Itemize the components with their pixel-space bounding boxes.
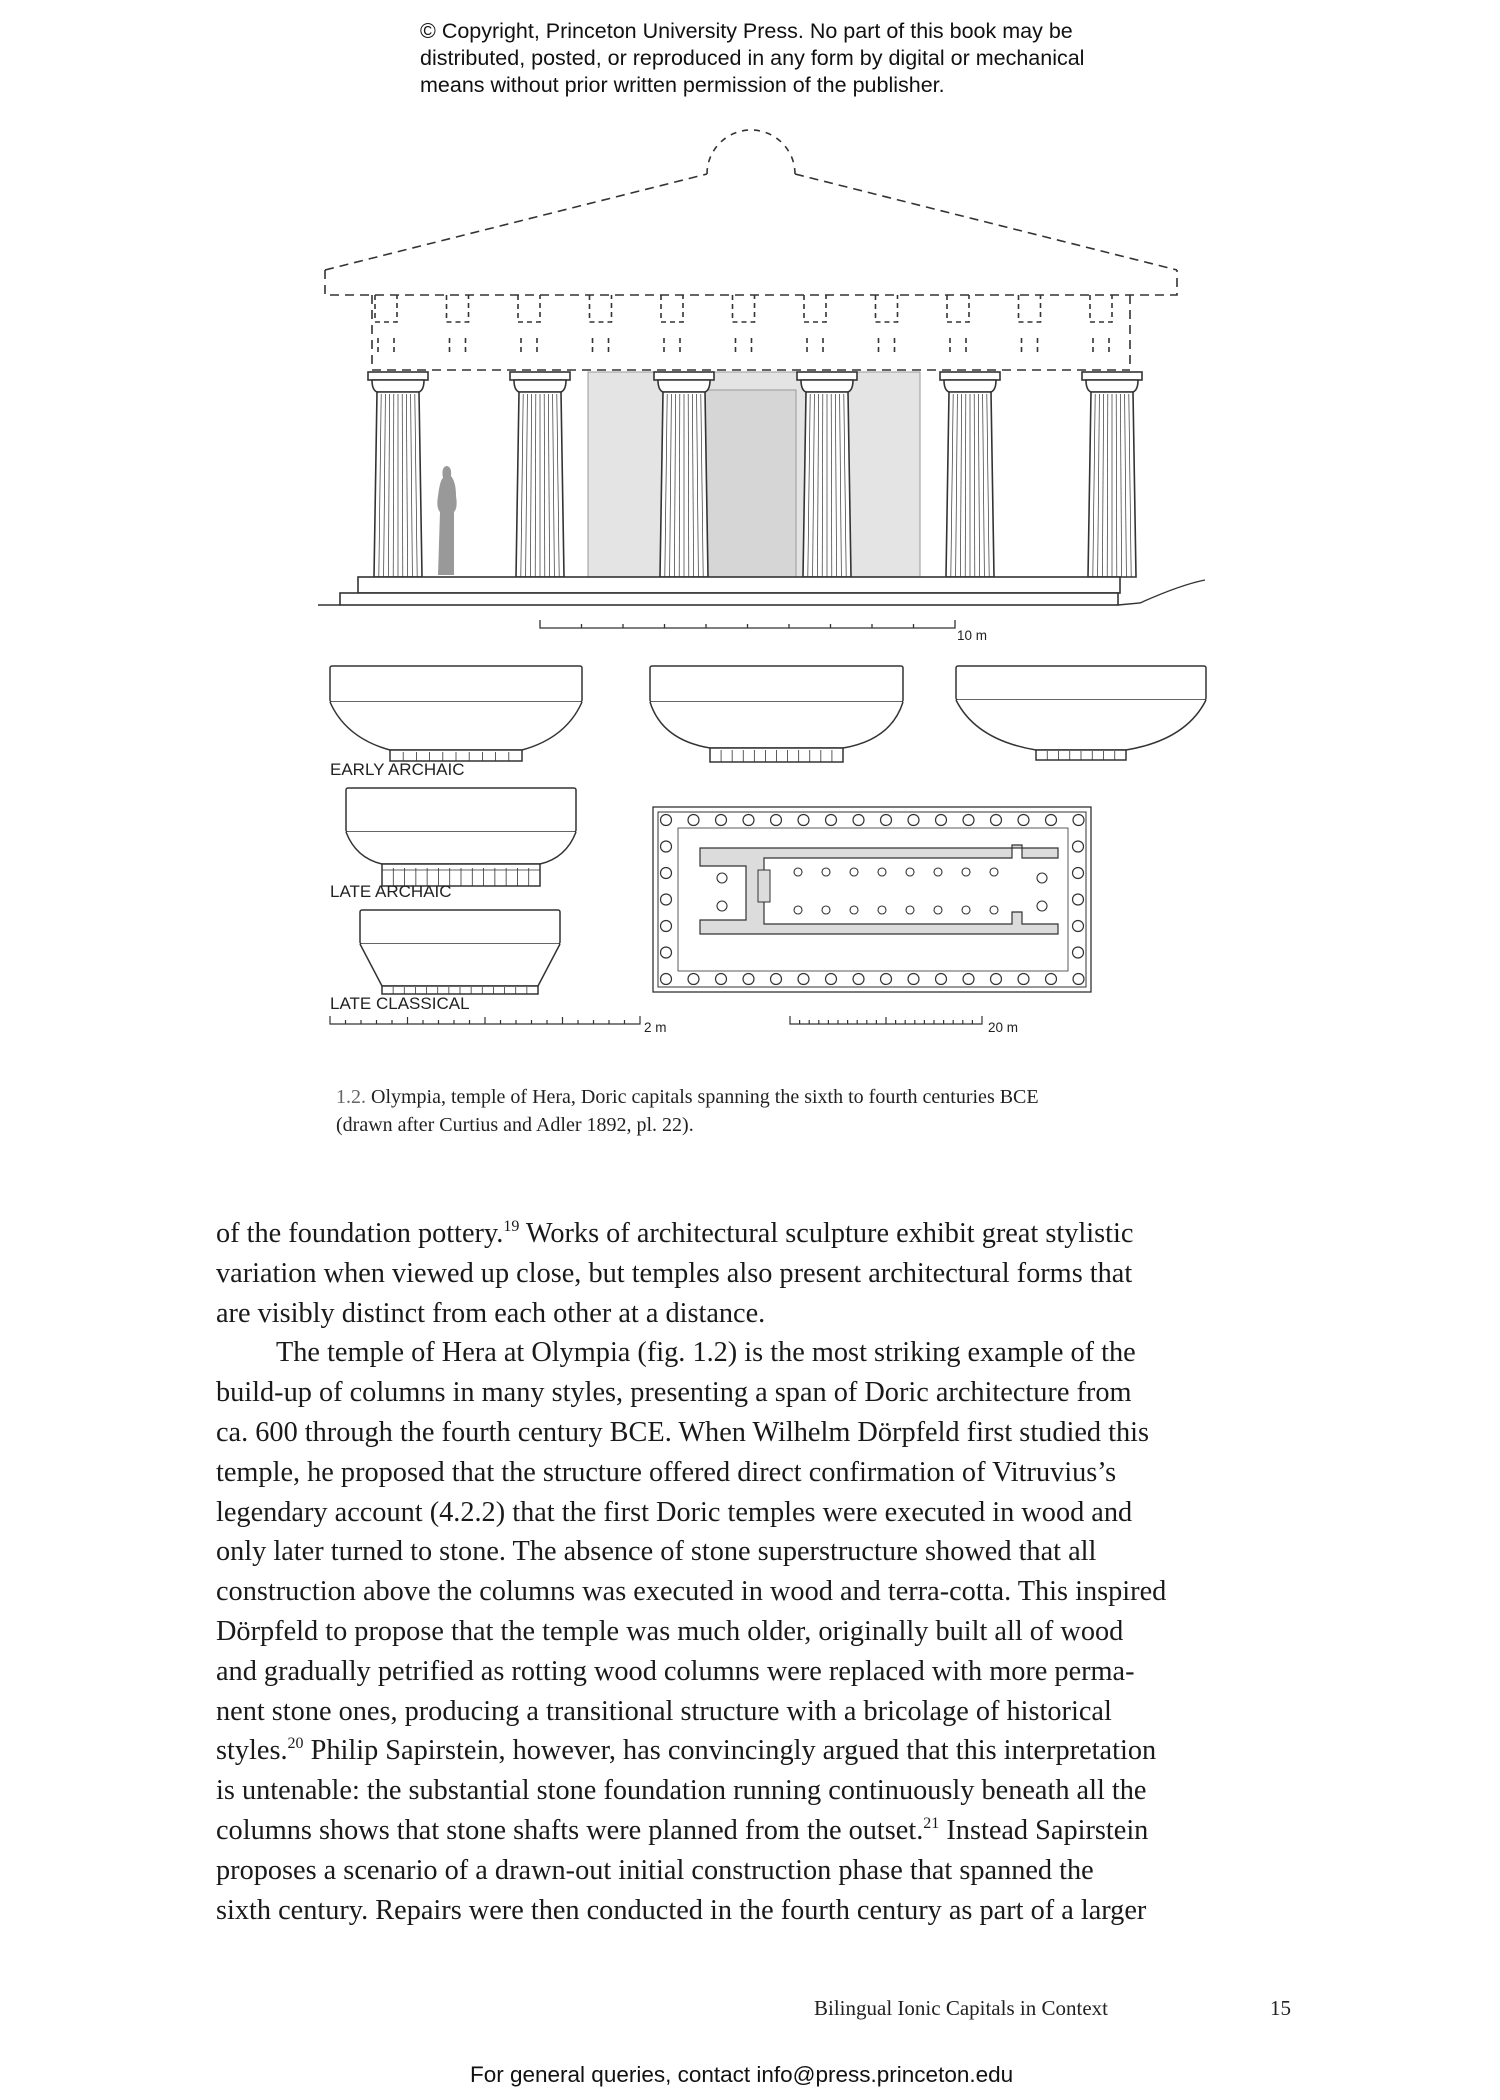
body-line-text: legendary account (4.2.2) that the first Doric temples were executed in wood and	[216, 1496, 1133, 1528]
interior-column	[934, 906, 942, 914]
peristyle-column	[853, 974, 864, 985]
pronaos-column	[717, 901, 727, 911]
body-line-text: columns shows that stone shafts were planned from the outset.	[216, 1814, 924, 1846]
peristyle-column	[661, 947, 672, 958]
interior-column	[906, 868, 914, 876]
body-line-text: variation when viewed up close, but temples also present architectural forms that	[216, 1257, 1133, 1289]
running-head: Bilingual Ionic Capitals in Context	[814, 1996, 1108, 2020]
peristyle-column	[1073, 841, 1084, 852]
peristyle-column	[991, 974, 1002, 985]
interior-column	[906, 906, 914, 914]
interior-column	[822, 868, 830, 876]
caption-text: Olympia, temple of Hera, Doric capitals spanning the sixth to fourth centuries BCE	[366, 1086, 1039, 1108]
body-line	[216, 1692, 1316, 1732]
triglyph	[807, 338, 823, 352]
footnote-reference[interactable]: 19	[503, 1218, 520, 1235]
scale-label-20m: 20 m	[988, 1020, 1019, 1035]
body-line	[216, 1612, 1316, 1652]
interior-column	[850, 906, 858, 914]
body-line	[216, 1811, 1316, 1851]
peristyle-column	[963, 815, 974, 826]
body-line	[216, 1572, 1316, 1612]
body-line-text: of the foundation pottery.	[216, 1218, 504, 1249]
peristyle-column	[716, 974, 727, 985]
caption-line: (drawn after Curtius and Adler 1892, pl. 22).	[336, 1114, 694, 1136]
copyright-line: distributed, posted, or reproduced in any form by digital or mechanical	[420, 46, 1085, 70]
peristyle-column	[1073, 894, 1084, 905]
figure-temple-of-hera	[300, 100, 1220, 1050]
interior-column	[990, 906, 998, 914]
body-line-text: nent stone ones, producing a transitional structure with a bricolage of historical	[216, 1695, 1112, 1727]
cella-doorway	[700, 390, 796, 577]
peristyle-column	[1073, 868, 1084, 879]
body-line-text: only later turned to stone. The absence of stone superstructure showed that all	[216, 1536, 1097, 1568]
triglyph	[733, 295, 755, 322]
euthynteria	[340, 593, 1118, 605]
interior-column	[878, 868, 886, 876]
interior-column	[794, 868, 802, 876]
scale-label-2m: 2 m	[644, 1020, 667, 1035]
pediment-akroterion	[707, 130, 795, 174]
cult-base	[758, 870, 770, 902]
column	[940, 372, 1000, 577]
column	[654, 372, 714, 577]
column-abacus	[1082, 372, 1142, 380]
peristyle-column	[743, 815, 754, 826]
temple-elevation	[318, 130, 1205, 628]
interior-column	[962, 868, 970, 876]
triglyph	[804, 295, 826, 322]
body-line-text: Works of architectural sculpture exhibit great stylistic	[519, 1218, 1134, 1249]
peristyle-column	[1073, 921, 1084, 932]
interior-column	[794, 906, 802, 914]
body-line-text: ca. 600 through the fourth century BCE. When Wilhelm Dörpfeld first studied this	[216, 1416, 1150, 1448]
body-line	[216, 1214, 1316, 1254]
body-line-text: construction above the columns was executed in wood and terra-cotta. This inspired	[216, 1576, 1167, 1608]
peristyle-column	[661, 815, 672, 826]
peristyle-column	[743, 974, 754, 985]
triglyphs	[375, 295, 1112, 352]
peristyle-column	[826, 815, 837, 826]
body-line-text: styles.	[216, 1735, 288, 1767]
triglyph	[1093, 338, 1109, 352]
triglyph	[876, 295, 898, 322]
column	[1082, 372, 1142, 577]
label-late-classical: LATE CLASSICAL	[330, 994, 470, 1013]
entablature-outline	[325, 270, 1177, 295]
peristyle-columns	[661, 815, 1085, 985]
label-late-archaic: LATE ARCHAIC	[330, 882, 452, 901]
triglyph	[375, 295, 397, 322]
column-abacus	[797, 372, 857, 380]
peristyle-column	[798, 815, 809, 826]
copyright-notice	[420, 18, 1180, 99]
peristyle-column	[798, 974, 809, 985]
peristyle-column	[661, 921, 672, 932]
peristyle-column	[1073, 974, 1084, 985]
capital-late-classical	[360, 910, 560, 994]
peristyle-column	[826, 974, 837, 985]
architrave-outline	[372, 295, 1130, 370]
triglyph	[736, 338, 752, 352]
body-line-text: proposes a scenario of a drawn-out initial construction phase that spanned the	[216, 1854, 1094, 1886]
column-echinus	[372, 380, 424, 392]
temple-drawing	[300, 100, 1220, 1050]
label-early-archaic: EARLY ARCHAIC	[330, 760, 465, 779]
peristyle-column	[963, 974, 974, 985]
interior-column	[878, 906, 886, 914]
opisthodomos-column	[1037, 901, 1047, 911]
page-number: 15	[1270, 1996, 1291, 2020]
caption-number: 1.2.	[336, 1086, 366, 1108]
body-text	[216, 1214, 1316, 1930]
peristyle-column	[991, 815, 1002, 826]
peristyle-column	[1018, 815, 1029, 826]
body-line-text: The temple of Hera at Olympia (fig. 1.2) is the most striking example of the	[276, 1337, 1136, 1369]
triglyph	[661, 295, 683, 322]
body-line	[216, 1294, 1316, 1334]
triglyph	[879, 338, 895, 352]
scale-bar-20m	[790, 1016, 982, 1024]
column	[368, 372, 428, 577]
body-line-text: sixth century. Repairs were then conducted in the fourth century as part of a larger	[216, 1894, 1147, 1926]
body-line-text: are visibly distinct from each other at a distance.	[216, 1297, 766, 1329]
interior-column	[934, 868, 942, 876]
triglyph	[593, 338, 609, 352]
peristyle-column	[771, 815, 782, 826]
body-line	[216, 1254, 1316, 1294]
scale-bar-2m	[330, 1016, 640, 1024]
opisthodomos-column	[1037, 873, 1047, 883]
figure-caption	[336, 1083, 1236, 1139]
triglyph	[447, 295, 469, 322]
copyright-line: © Copyright, Princeton University Press. No part of this book may be	[420, 19, 1073, 43]
triglyph	[521, 338, 537, 352]
scale-bar-10m	[540, 620, 955, 628]
triglyph	[518, 295, 540, 322]
body-line-text: and gradually petrified as rotting wood columns were replaced with more perma-	[216, 1655, 1135, 1687]
column	[797, 372, 857, 577]
column-echinus	[944, 380, 996, 392]
stylobate	[358, 577, 1120, 593]
peristyle-column	[936, 815, 947, 826]
interior-column	[850, 868, 858, 876]
interior-columns	[794, 868, 998, 914]
body-line	[216, 1731, 1316, 1771]
body-line	[216, 1413, 1316, 1453]
peristyle-column	[688, 974, 699, 985]
body-line-text: Dörpfeld to propose that the temple was much older, originally built all of wood	[216, 1615, 1124, 1647]
peristyle-column	[908, 815, 919, 826]
peristyle-column	[688, 815, 699, 826]
pronaos-column	[717, 873, 727, 883]
caption-line	[336, 1083, 1236, 1111]
footnote-reference[interactable]: 20	[287, 1735, 304, 1753]
peristyle-column	[881, 974, 892, 985]
peristyle-column	[661, 974, 672, 985]
body-line-text: Instead Sapirstein	[939, 1814, 1149, 1846]
triglyph	[950, 338, 966, 352]
peristyle-column	[661, 894, 672, 905]
body-line-text: temple, he proposed that the structure offered direct confirmation of Vitruvius’s	[216, 1456, 1117, 1488]
body-line	[216, 1333, 1316, 1373]
body-line	[216, 1891, 1316, 1931]
capital-early-archaic-2	[650, 666, 903, 762]
body-line-text: Philip Sapirstein, however, has convincingly argued that this interpretation	[303, 1735, 1157, 1767]
scale-label-10m: 10 m	[957, 628, 988, 643]
peristyle-column	[1018, 974, 1029, 985]
temple-plan	[653, 807, 1091, 992]
body-line	[216, 1493, 1316, 1533]
body-line-text: is untenable: the substantial stone foundation running continuously beneath all the	[216, 1775, 1147, 1807]
peristyle-column	[936, 974, 947, 985]
triglyph	[1022, 338, 1038, 352]
column-echinus	[514, 380, 566, 392]
peristyle-column	[661, 841, 672, 852]
body-line	[216, 1453, 1316, 1493]
footnote-reference[interactable]: 21	[923, 1814, 940, 1832]
column-abacus	[654, 372, 714, 380]
pediment-outline	[325, 174, 1177, 270]
peristyle-column	[1046, 815, 1057, 826]
column-abacus	[368, 372, 428, 380]
column-echinus	[801, 380, 853, 392]
triglyph	[1019, 295, 1041, 322]
interior-column	[962, 906, 970, 914]
capital-early-archaic-1	[330, 666, 582, 761]
triglyph	[450, 338, 466, 352]
body-line	[216, 1851, 1316, 1891]
capital-late-archaic	[346, 788, 576, 886]
cella-walls-plan	[700, 845, 1058, 934]
peristyle-column	[853, 815, 864, 826]
capital-early-archaic-3	[956, 666, 1206, 760]
column-echinus	[658, 380, 710, 392]
peristyle-column	[1073, 947, 1084, 958]
peristyle-column	[716, 815, 727, 826]
triglyph	[947, 295, 969, 322]
interior-column	[822, 906, 830, 914]
body-line	[216, 1652, 1316, 1692]
interior-column	[990, 868, 998, 876]
body-line	[216, 1532, 1316, 1572]
column-echinus	[1086, 380, 1138, 392]
body-line	[216, 1771, 1316, 1811]
peristyle-column	[771, 974, 782, 985]
peristyle-column	[661, 868, 672, 879]
triglyph	[378, 338, 394, 352]
column-abacus	[940, 372, 1000, 380]
triglyph	[664, 338, 680, 352]
peristyle-column	[1073, 815, 1084, 826]
triglyph	[1090, 295, 1112, 322]
triglyph	[590, 295, 612, 322]
peristyle-column	[908, 974, 919, 985]
peristyle-column	[881, 815, 892, 826]
body-line	[216, 1373, 1316, 1413]
footer-contact: For general queries, contact info@press.princeton.edu	[470, 2062, 1014, 2087]
column	[510, 372, 570, 577]
human-figure	[437, 466, 456, 575]
column-abacus	[510, 372, 570, 380]
body-line-text: build-up of columns in many styles, presenting a span of Doric architecture from	[216, 1377, 1132, 1409]
copyright-line: means without prior written permission of the publisher.	[420, 73, 945, 97]
peristyle-column	[1046, 974, 1057, 985]
